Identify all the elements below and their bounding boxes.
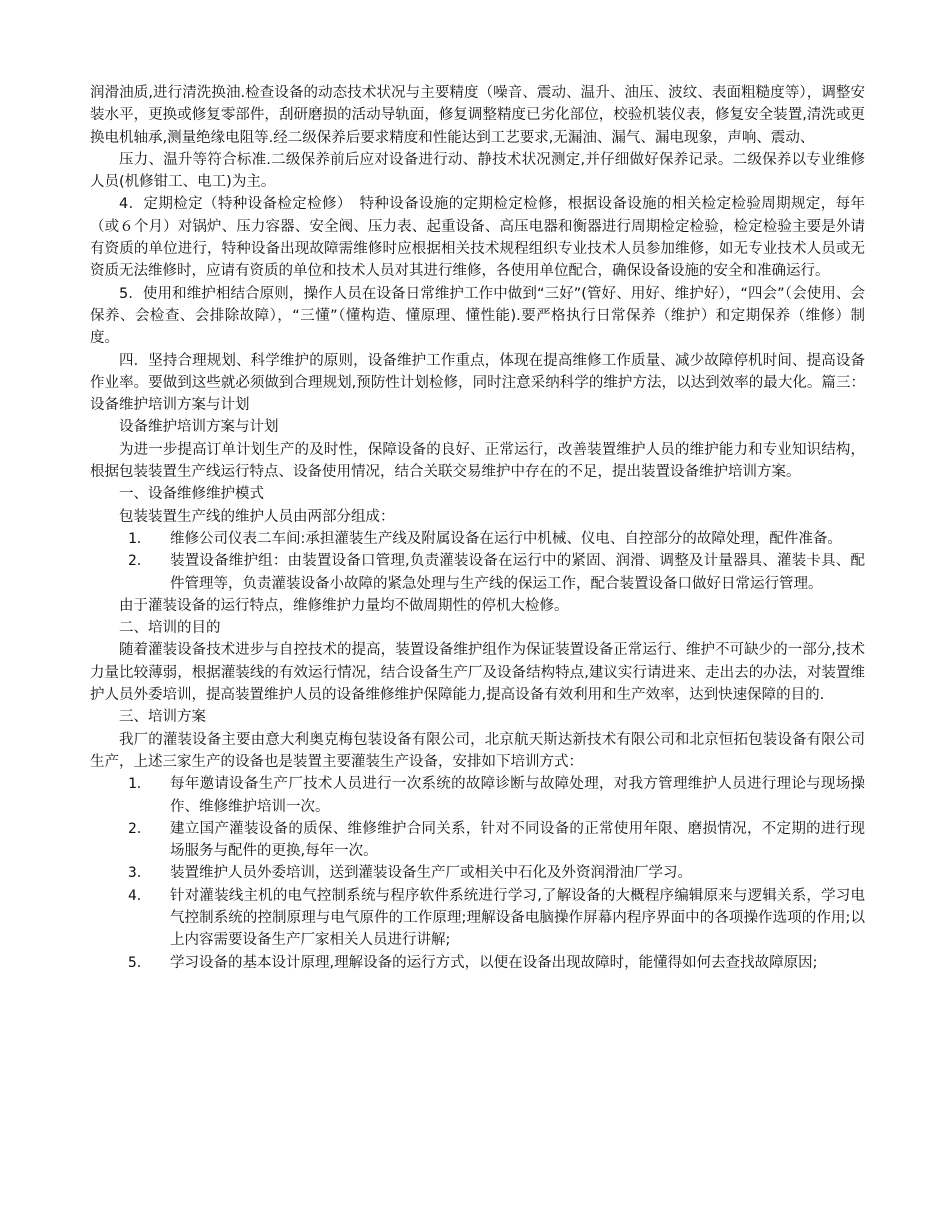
paragraph-maintenance-continued: 润滑油质,进行清洗换油.检查设备的动态技术状况与主要精度（噪音、震动、温升、油压、波纹、表面粗糙度等），调整安装水平，更换或修复零部件，刮研磨损的活动导轨面，修复调整精度已劣化部位，校验机装仪表，修复安全装置,清洗或更换电机轴承,测量绝缘电阻等.经二级保养后要求精度和性能达到工艺要求,无漏油、漏气、漏电现象，声响、震动、 [90,85,865,146]
document-body [90,82,865,974]
list-item [90,862,865,884]
list-item-number: 3． [128,865,152,882]
training-plan-list [90,773,865,974]
list-item [90,952,865,974]
list-item-number: 4． [128,887,152,904]
section-heading-maintenance-mode: 一、设备维修维护模式 [119,486,264,503]
paragraph-planning-principle: 四．坚持合理规划、科学维护的原则，设备维护工作重点，体现在提高维修工作质量、减少故障停机时间、提高设备作业率。要做到这些就必须做到合理规划,预防性计划检修，同时注意采纳科学的维护方法，以达到效率的最大化。篇三：设备维护培训方案与计划 [90,352,865,414]
list-item-text: 每年邀请设备生产厂技术人员进行一次系统的故障诊断与故障处理，对我方管理维护人员进行理论与现场操作、维修维护培训一次。 [170,776,865,815]
paragraph-second-level-maintenance: 压力、温升等符合标准.二级保养前后应对设备进行动、静技术状况测定,并仔细做好保养记录。二级保养以专业维修人员(机修钳工、电工)为主。 [90,151,865,191]
list-item-number: 2． [128,553,152,570]
maintenance-team-list [90,528,865,595]
plan-title: 设备维护培训方案与计划 [119,419,279,436]
paragraph-periodic-inspection: 4．定期检定（特种设备检定检修） 特种设备设施的定期检定检修，根据设备设施的相关检定检验周期规定，每年（或６个月）对锅炉、压力容器、安全阀、压力表、起重设备、高压电器和衡器进行周期检定检验，检定检验主要是外请有资质的单位进行，特种设备出现故障需维修时应根据相关技术规程组织专业技术人员参加维修，如无专业技术人员或无资质无法维修时，应请有资质的单位和技术人员对其进行维修，各使用单位配合，确保设备设施的安全和准确运行。 [90,196,865,280]
list-item [90,528,865,550]
list-item-text: 装置维护人员外委培训，送到灌装设备生产厂或相关中石化及外资润滑油厂学习。 [170,865,692,882]
list-item-text: 学习设备的基本设计原理,理解设备的运行方式，以便在设备出现故障时，能懂得如何去查找故障原因; [170,954,818,971]
list-item [90,773,865,818]
list-item [90,885,865,952]
list-item [90,818,865,863]
section-body-training-plan: 我厂的灌装设备主要由意大利奥克梅包装设备有限公司，北京航天斯达新技术有限公司和北京恒拓包装设备有限公司生产，上述三家生产的设备也是装置主要灌装生产设备，安排如下培训方式： [90,731,865,770]
list-item [90,550,865,595]
section-heading-training-plan: 三、培训方案 [119,709,206,726]
list-item-number: 2． [128,820,152,837]
paragraph-use-and-maintenance: 5．使用和维护相结合原则，操作人员在设备日常维护工作中做到“三好”(管好、用好、维护好），“四会”（会使用、会保养、会检查、会排除故障），“三懂”（懂构造、懂原理、懂性能).要严格执行日常保养（维护）和定期保养（维修）制度。 [90,285,865,347]
list-item-number: 1． [128,530,152,547]
list-item-text: 建立国产灌装设备的质保、维修维护合同关系，针对不同设备的正常使用年限、磨损情况，不定期的进行现场服务与配件的更换,每年一次。 [170,820,865,860]
list-item-number: 5． [128,954,152,971]
section-lead-maintenance-staff: 包装装置生产线的维护人员由两部分组成： [119,508,395,525]
list-item-text: 维修公司仪表二车间:承担灌装生产线及附属设备在运行中机械、仪电、自控部分的故障处理，配件准备。 [170,530,842,547]
section-heading-training-purpose: 二、培训的目的 [119,620,221,637]
list-item-text: 装置设备维护组：由装置设备口管理,负责灌装设备在运行中的紧固、润滑、调整及计量器具、灌装卡具、配件管理等，负责灌装设备小故障的紧急处理与生产线的保运工作，配合装置设备口做好日常运行管理。 [170,553,865,592]
section-body-training-purpose: 随着灌装设备技术进步与自控技术的提高，装置设备维护组作为保证装置设备正常运行、维护不可缺少的一部分,技术力量比较薄弱，根据灌装线的有效运行情况，结合设备生产厂及设备结构特点,建议实行请进来、走出去的办法，对装置维护人员外委培训，提高装置维护人员的设备维修维护保障能力,提高设备有效利用和生产效率，达到快速保障的目的. [90,642,865,704]
list-item-number: 1． [128,776,152,793]
plan-intro: 为进一步提高订单计划生产的及时性，保障设备的良好、正常运行，改善装置维护人员的维护能力和专业知识结构，根据包装装置生产线运行特点、设备使用情况，结合关联交易维护中存在的不足，提出装置设备维护培训方案。 [90,441,865,481]
section-tail-note: 由于灌装设备的运行特点，维修维护力量均不做周期性的停机大检修。 [119,597,569,614]
list-item-text: 针对灌装线主机的电气控制系统与程序软件系统进行学习,了解设备的大概程序编辑原来与逻辑关系，学习电气控制系统的控制原理与电气原件的工作原理;理解设备电脑操作屏幕内程序界面中的各项操作选项的作用;以上内容需要设备生产厂家相关人员进行讲解; [170,887,865,949]
